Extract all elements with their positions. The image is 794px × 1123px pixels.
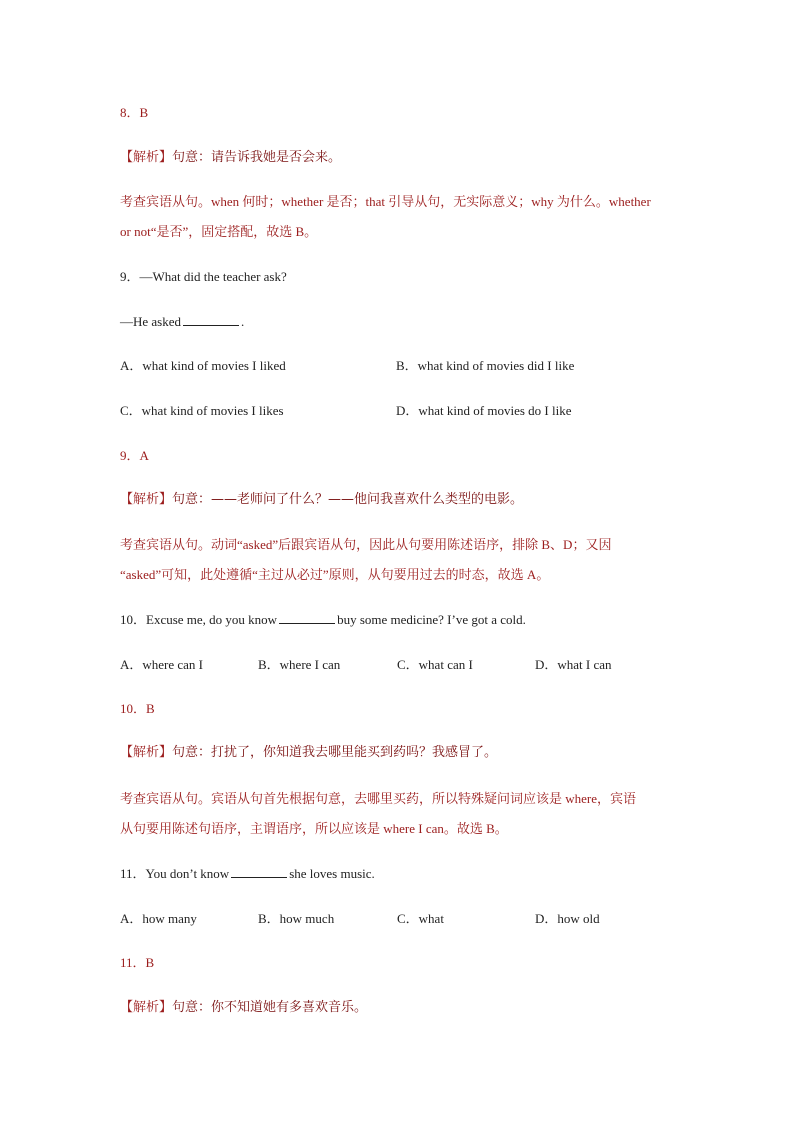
q10-question [120,611,526,629]
q10-option-d: D．what I can [535,657,612,672]
q10-option-b: B．where I can [258,657,341,672]
analysis-text: 句意：打扰了，你知道我去哪里能买到药吗？我感冒了。 [172,745,498,760]
answer-blank [279,611,335,624]
q9-option-a: A．what kind of movies I liked [120,358,286,373]
analysis-tag: 【解析】 [120,745,173,760]
q9-option-d: D．what kind of movies do I like [396,403,572,418]
q11-analysis [120,999,367,1017]
q10-question-prefix: 10．Excuse me, do you know [120,612,278,627]
q9-reply-suffix: . [241,314,245,329]
q9-reply [120,313,244,331]
analysis-tag: 【解析】 [120,150,173,165]
q9-question: 9．—What did the teacher ask? [120,269,287,284]
q11-question-suffix: she loves music. [289,866,375,881]
q11-option-d: D．how old [535,911,600,926]
q9-reply-prefix: —He asked [120,314,182,329]
q9-explain-line2: “asked”可知，此处遵循“主过从必过”原则，从句要用过去的时态，故选 A。 [120,567,550,582]
q8-analysis [120,149,341,167]
q11-option-b: B．how much [258,911,335,926]
q9-analysis [120,491,523,509]
q9-explain-line1: 考查宾语从句。动词“asked”后跟宾语从句，因此从句要用陈述语序，排除 B、D；又因 [120,537,612,552]
q11-question-prefix: 11．You don’t know [120,866,230,881]
q10-option-a: A．where can I [120,657,204,672]
q8-explain-line1: 考查宾语从句。when 何时；whether 是否；that 引导从句，无实际意义；why 为什么。whether [120,194,651,209]
q9-option-b: B．what kind of movies did I like [396,358,575,373]
q8-answer: 8．B [120,105,149,120]
q11-question [120,865,375,883]
q11-option-c: C．what [397,911,444,926]
analysis-text: 句意：你不知道她有多喜欢音乐。 [172,1000,368,1015]
q8-explain-line2: or not“是否”，固定搭配，故选 B。 [120,224,318,239]
analysis-tag: 【解析】 [120,492,173,507]
q9-answer: 9．A [120,448,149,463]
analysis-text: 句意：——老师问了什么？——他问我喜欢什么类型的电影。 [172,492,524,507]
q10-answer: 10．B [120,701,155,716]
q10-explain-line1: 考查宾语从句。宾语从句首先根据句意，去哪里买药，所以特殊疑问词应该是 where，宾语 [120,791,637,806]
q10-option-c: C．what can I [397,657,473,672]
analysis-tag: 【解析】 [120,1000,173,1015]
q11-option-a: A．how many [120,911,197,926]
q11-answer: 11．B [120,955,155,970]
q10-analysis [120,744,497,762]
analysis-text: 句意：请告诉我她是否会来。 [172,150,342,165]
q10-explain-line2: 从句要用陈述句语序，主谓语序，所以应该是 where I can。故选 B。 [120,821,508,836]
answer-blank [231,865,287,878]
q9-option-c: C．what kind of movies I likes [120,403,284,418]
q10-question-suffix: buy some medicine? I’ve got a cold. [337,612,526,627]
answer-blank [183,313,239,326]
